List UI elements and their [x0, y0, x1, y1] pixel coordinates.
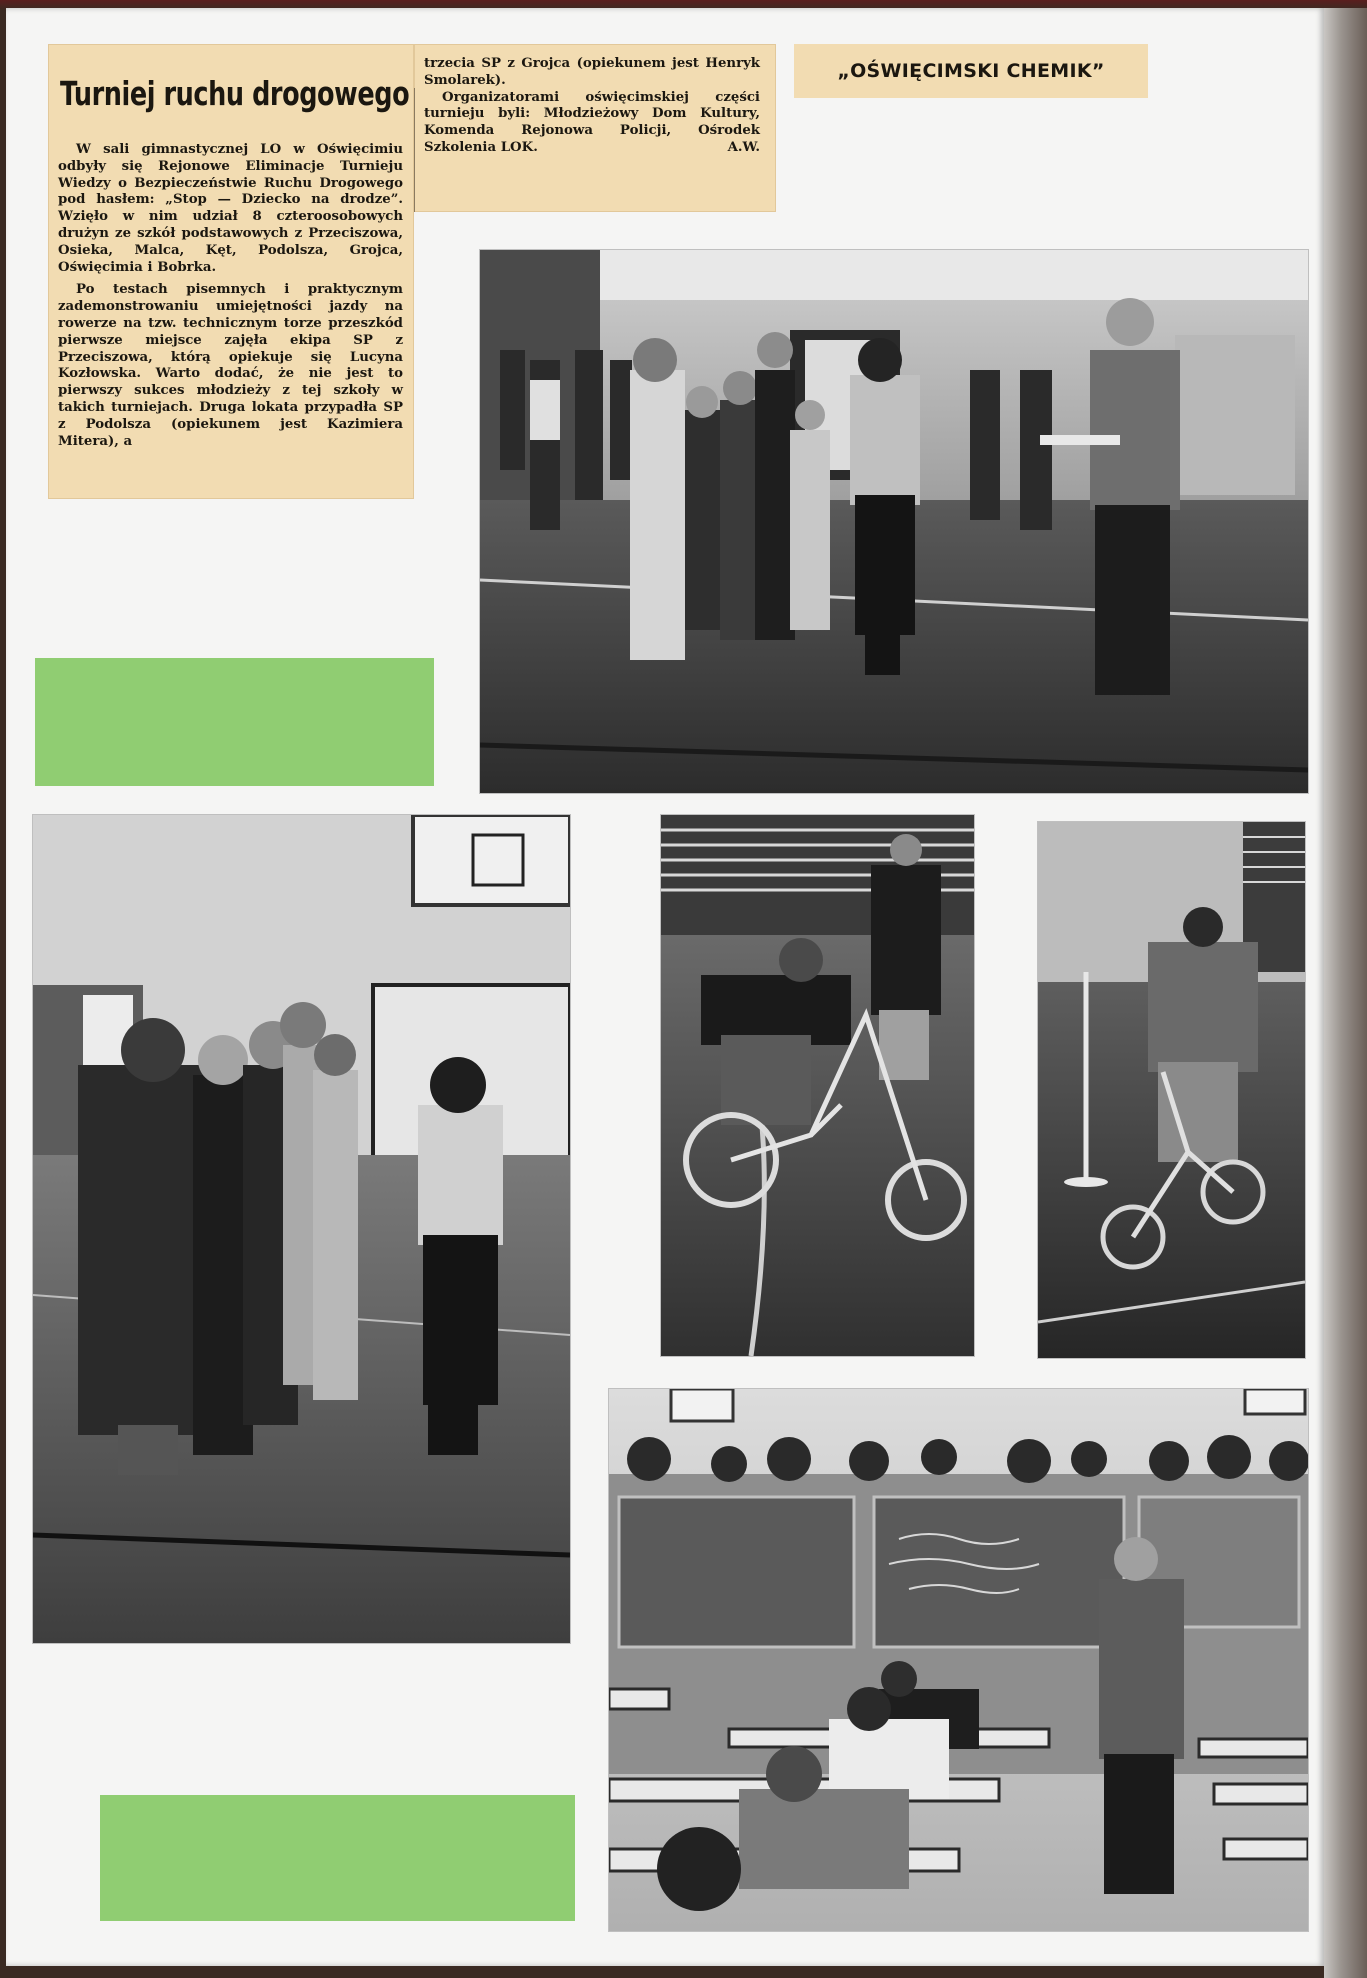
clipping-p2-g: (opiekunem jest Kazimiera Mitera), a	[58, 416, 404, 449]
newspaper-clipping-continuation	[414, 44, 776, 212]
album-page-edge	[1324, 8, 1367, 1978]
clipping-cont-d: Henryk Smolarek).	[424, 56, 761, 88]
clipping-p2-c: którą opiekuje się	[170, 349, 332, 365]
clipping-text-column-2	[424, 56, 760, 157]
clipping-paragraph-2	[58, 282, 403, 450]
photo-award-ceremony-image	[480, 250, 1308, 793]
photo-award-ceremony	[480, 250, 1308, 793]
clipping-paragraph-cont	[424, 56, 760, 90]
clipping-p3-organizers: Młodzieżowy Dom Kultury, Komenda Rejonowa Policji, Ośrodek Szkolenia LOK.	[424, 106, 760, 155]
photo-written-test-image	[609, 1389, 1308, 1931]
clipping-paragraph-1	[58, 142, 403, 276]
photo-bicycle-test-2-image	[1038, 822, 1305, 1358]
clipping-p2-a: Po testach pisemnych i praktycznym zademonstrowaniu umiejętności jazdy na rowerze na tzw. technicznym torze przeszkód pierwsze miejsce zajęła ekipa	[58, 282, 403, 348]
green-sticker-bottom	[100, 1795, 575, 1921]
photo-bicycle-test-1	[661, 815, 974, 1356]
clipping-p2-teacher: Lucyna Kozłowska.	[58, 349, 403, 382]
clipping-p2-second: SP z Podolsza	[58, 399, 403, 432]
clipping-cont-a: trzecia	[424, 56, 475, 71]
clipping-paragraph-3	[424, 90, 760, 157]
photo-team-greeting-image	[33, 815, 570, 1643]
photo-written-test	[609, 1389, 1308, 1931]
clipping-lead-rest: Wzięło w nim udział 8 czteroosobowych drużyn ze szkół podstawowych z Przeciszowa, Osieka, Malca, Kęt, Podolsza, Grojca, Oświęcimia i Bobrka.	[58, 209, 403, 275]
clipping-p2-winner: SP z Przeciszowa,	[58, 332, 403, 365]
photo-team-greeting	[33, 815, 570, 1643]
clipping-cont-c: (opiekunem jest	[576, 56, 699, 71]
column-rule	[414, 88, 415, 212]
clipping-title: Turniej ruchu drogowego	[60, 74, 410, 113]
clipping-cont-third: SP z Grojca	[481, 56, 571, 71]
clipping-lead: W sali gimnastycznej LO w Oświęcimiu odbyły się Rejonowe Eliminacje Turnieju Wiedzy o Bezpieczeństwie Ruchu Drogowego pod hasłem: „Stop — Dziecko na drodze”.	[58, 142, 403, 208]
photo-bicycle-test-2	[1038, 822, 1305, 1358]
clipping-text-column-1	[58, 142, 403, 450]
clipping-signature: A.W.	[727, 139, 760, 155]
newspaper-clipping	[48, 44, 414, 499]
photo-bicycle-test-1-image	[661, 815, 974, 1356]
clipping-p2-e: Warto dodać, że nie jest to pierwszy sukces młodzieży z tej szkoły w takich turniejach. Druga lokata przypadła	[58, 366, 403, 415]
newspaper-source-label: „OŚWIĘCIMSKI CHEMIK”	[794, 44, 1148, 98]
clipping-p3-a: Organizatorami oświęcimskiej części turnieju byli:	[424, 89, 760, 122]
green-sticker-top	[35, 658, 434, 786]
